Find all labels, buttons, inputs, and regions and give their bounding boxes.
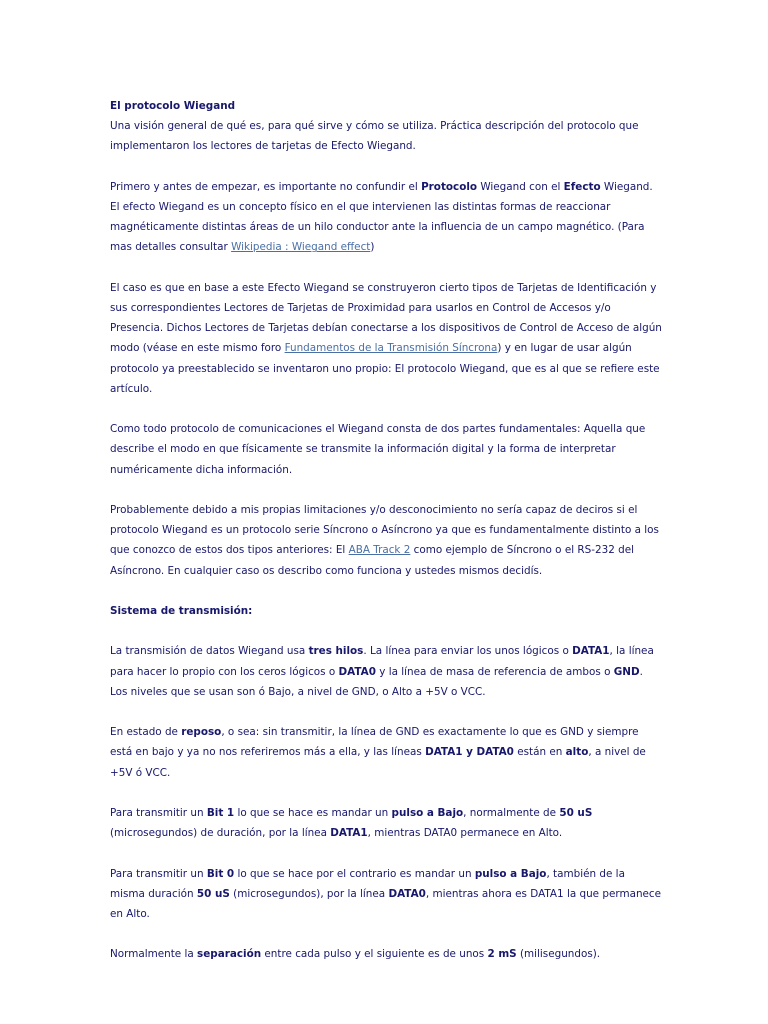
bold-data0: DATA0: [338, 665, 376, 678]
text-run: En estado de: [110, 726, 182, 739]
text-run: . La línea para enviar los unos lógicos o: [363, 645, 573, 658]
text-run: entre cada pulso y el siguiente es de unos: [261, 948, 488, 961]
paragraph-bit-0: [110, 864, 662, 925]
text-run: Probablemente debido a mis propias limitaciones y/o desconocimiento no sería capaz de deciros si el protocolo Wiegand es un protocolo serie Síncrono o Asíncrono ya que es fundamentalmente distinto a los que conozco de estos dos tipos anteriores: El: [110, 504, 659, 557]
text-run: ) y en lugar de usar algún protocolo ya preestablecido se inventaron uno propio: El protocolo Wiegand, que es al que se refiere este artículo.: [110, 342, 660, 395]
text-run: Para transmitir un: [110, 867, 207, 880]
bold-gnd: GND: [613, 665, 640, 678]
text-run: , también de la misma duración: [110, 867, 625, 900]
text-run: lo que se hace es mandar un: [234, 806, 392, 819]
paragraph-sincrono-asincrono: [110, 500, 662, 581]
paragraph-separacion: [110, 944, 662, 964]
bold-data1: DATA1: [330, 827, 368, 840]
wikipedia-wiegand-effect-link[interactable]: Wikipedia : Wiegand effect: [231, 241, 371, 254]
paragraph-partes-fundamentales: Como todo protocolo de comunicaciones el Wiegand consta de dos partes fundamentales: Aquella que describe el modo en que físicamente se transmite la información digital y la forma de interpretar numéricamente dicha información.: [110, 423, 646, 476]
text-run: (microsegundos) de duración, por la línea: [110, 827, 331, 840]
transmision-sincrona-link[interactable]: Fundamentos de la Transmisión Síncrona: [284, 342, 498, 355]
text-run: Para transmitir un: [110, 806, 207, 819]
bold-reposo: reposo: [181, 726, 222, 739]
paragraph-tarjetas-lectores: [110, 278, 662, 399]
aba-track-2-link[interactable]: ABA Track 2: [348, 544, 411, 557]
text-run: El caso es que en base a este Efecto Wiegand se construyeron cierto tipos de Tarjetas de Identificación y sus correspondientes Lectores de Tarjetas de Proximidad para usarlos en Control de Accesos y/o Presencia. Dichos Lectores de Tarjetas debían conectarse a los dispositivos de Control de Acceso de algún modo (véase en este mismo foro: [110, 281, 662, 355]
text-run: , mientras DATA0 permanece en Alto.: [367, 827, 563, 840]
paragraph-bit-1: [110, 803, 662, 843]
document-page: [110, 96, 662, 985]
bold-efecto: Efecto: [563, 180, 601, 193]
bold-bit-1: Bit 1: [206, 806, 235, 819]
section-heading-transmision: Sistema de transmisión:: [110, 605, 253, 617]
text-run: La transmisión de datos Wiegand usa: [110, 645, 309, 658]
intro-paragraph: Una visión general de qué es, para qué sirve y cómo se utiliza. Práctica descripción del protocolo que implementaron los lectores de tarjetas de Efecto Wiegand.: [110, 120, 639, 153]
text-run: Normalmente la: [110, 948, 198, 961]
bold-pulso-a-bajo: pulso a Bajo: [391, 806, 464, 819]
bold-data0: DATA0: [388, 887, 426, 900]
text-run: Primero y antes de empezar, es importante no confundir el: [110, 180, 422, 193]
paragraph-tres-hilos: [110, 641, 662, 702]
text-run: y la línea de masa de referencia de ambos o: [375, 665, 614, 678]
text-run: , la línea para hacer lo propio con los ceros lógicos o: [110, 645, 654, 678]
text-run: ): [370, 241, 375, 254]
text-run: (milisegundos).: [516, 948, 601, 961]
text-run: Wiegand con el: [477, 180, 564, 193]
text-run: lo que se hace por el contrario es mandar un: [234, 867, 475, 880]
bold-2-ms: 2 mS: [487, 948, 517, 961]
bold-separacion: separación: [197, 948, 262, 961]
text-run: , normalmente de: [463, 806, 560, 819]
bold-50-us: 50 uS: [196, 887, 230, 900]
paragraph-reposo: [110, 722, 662, 783]
bold-alto: alto: [565, 746, 589, 759]
text-run: Wiegand. El efecto Wiegand es un concepto físico en el que intervienen las distintas formas de reaccionar magnéticamente distintas áreas de un hilo conductor ante la influencia de un campo magnético. (Para mas detalles consultar: [110, 180, 653, 254]
bold-tres-hilos: tres hilos: [308, 645, 364, 658]
text-run: (microsegundos), por la línea: [229, 887, 389, 900]
bold-50-us: 50 uS: [559, 806, 593, 819]
text-run: , mientras ahora es DATA1 la que permanece en Alto.: [110, 887, 662, 920]
document-title: El protocolo Wiegand: [110, 100, 236, 112]
text-run: , o sea: sin transmitir, la línea de GND es exactamente lo que es GND y siempre está en bajo y ya no nos referiremos más a ella, y las líneas: [110, 726, 639, 759]
bold-bit-0: Bit 0: [206, 867, 235, 880]
bold-data1-data0: DATA1 y DATA0: [425, 746, 514, 759]
text-run: . Los niveles que se usan son ó Bajo, a nivel de GND, o Alto a +5V o VCC.: [110, 665, 643, 698]
text-run: como ejemplo de Síncrono o el RS-232 del Asíncrono. En cualquier caso os describo como funciona y ustedes mismos decidís.: [110, 544, 634, 577]
paragraph-protocolo-vs-efecto: [110, 177, 662, 258]
bold-pulso-a-bajo: pulso a Bajo: [474, 867, 547, 880]
bold-data1: DATA1: [572, 645, 610, 658]
bold-protocolo: Protocolo: [421, 180, 478, 193]
text-run: están en: [513, 746, 566, 759]
text-run: , a nivel de +5V ó VCC.: [110, 746, 646, 779]
